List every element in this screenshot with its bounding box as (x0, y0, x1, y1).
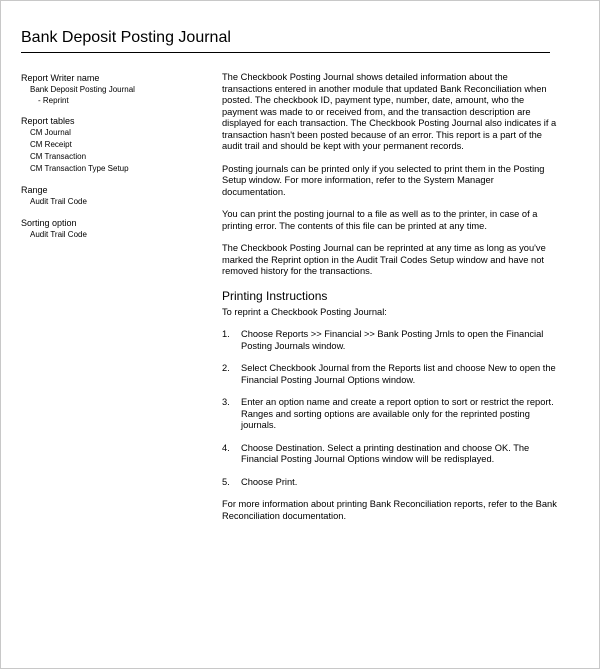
step-number: 4. (222, 442, 230, 453)
sorting-option-item: Audit Trail Code (30, 230, 87, 239)
instruction-steps (222, 329, 557, 488)
instructions-intro: To reprint a Checkbook Posting Journal: (222, 306, 387, 317)
title-divider (21, 52, 550, 53)
step-text: Choose Reports >> Financial >> Bank Posting Jrnls to open the Financial Posting Journals window. (241, 329, 544, 351)
report-writer-name: Bank Deposit Posting Journal (30, 85, 135, 94)
step-text: Choose Print. (241, 476, 298, 487)
step-number: 1. (222, 329, 230, 339)
description-paragraph: You can print the posting journal to a file as well as to the printer, in case of a printing error. The contents of this file can be printed at any time. (222, 209, 538, 231)
report-writer-subitem: - Reprint (38, 96, 69, 105)
instruction-step (222, 443, 557, 466)
description-paragraph: The Checkbook Posting Journal shows detailed information about the transactions entered in another module that updated Bank Reconciliation when posted. The checkbook ID, payment type, number, date, amount, who the payment was made to or received from, and the transaction description are displayed for each transaction. The Checkbook Posting Journal also indicates if a transaction hasn't been posted because of an error. This report is a part of the audit trail and should be kept with your permanent records. (222, 72, 557, 151)
step-number: 2. (222, 363, 230, 373)
description-paragraph: The Checkbook Posting Journal can be reprinted at any time as long as you've marked the Reprint option in the Audit Trail Codes Setup window and have not removed history for the transactions. (222, 243, 546, 276)
printing-instructions-heading: Printing Instructions (222, 288, 328, 303)
instruction-step (222, 397, 557, 432)
report-table-item: CM Receipt (30, 140, 72, 149)
report-description (222, 72, 557, 533)
range-item: Audit Trail Code (30, 197, 87, 206)
report-table-item: CM Journal (30, 128, 71, 137)
description-paragraph: Posting journals can be printed only if you selected to print them in the Posting Setup window. For more information, refer to the System Manager documentation. (222, 163, 545, 197)
instruction-step (222, 329, 557, 352)
range-heading: Range (21, 185, 48, 195)
step-text: Choose Destination. Select a printing destination and choose OK. The Financial Posting Journal Options window will be redisplayed. (241, 442, 530, 464)
instruction-step (222, 477, 557, 489)
step-text: Select Checkbook Journal from the Reports list and choose New to open the Financial Posting Journal Options window. (241, 363, 556, 385)
report-table-item: CM Transaction Type Setup (30, 164, 129, 173)
instruction-step (222, 363, 557, 386)
report-table-item: CM Transaction (30, 152, 87, 161)
step-number: 3. (222, 397, 230, 407)
step-number: 5. (222, 476, 230, 487)
page-title: Bank Deposit Posting Journal (21, 29, 231, 46)
report-writer-heading: Report Writer name (21, 73, 100, 83)
sorting-option-heading: Sorting option (21, 218, 77, 228)
step-text: Enter an option name and create a report option to sort or restrict the report. Ranges and sorting options are available only for the reprinted posting journals. (241, 397, 554, 430)
report-tables-heading: Report tables (21, 116, 75, 126)
closing-paragraph: For more information about printing Bank Reconciliation reports, refer to the Bank Reconciliation documentation. (222, 499, 557, 521)
report-info-sidebar (21, 72, 201, 241)
